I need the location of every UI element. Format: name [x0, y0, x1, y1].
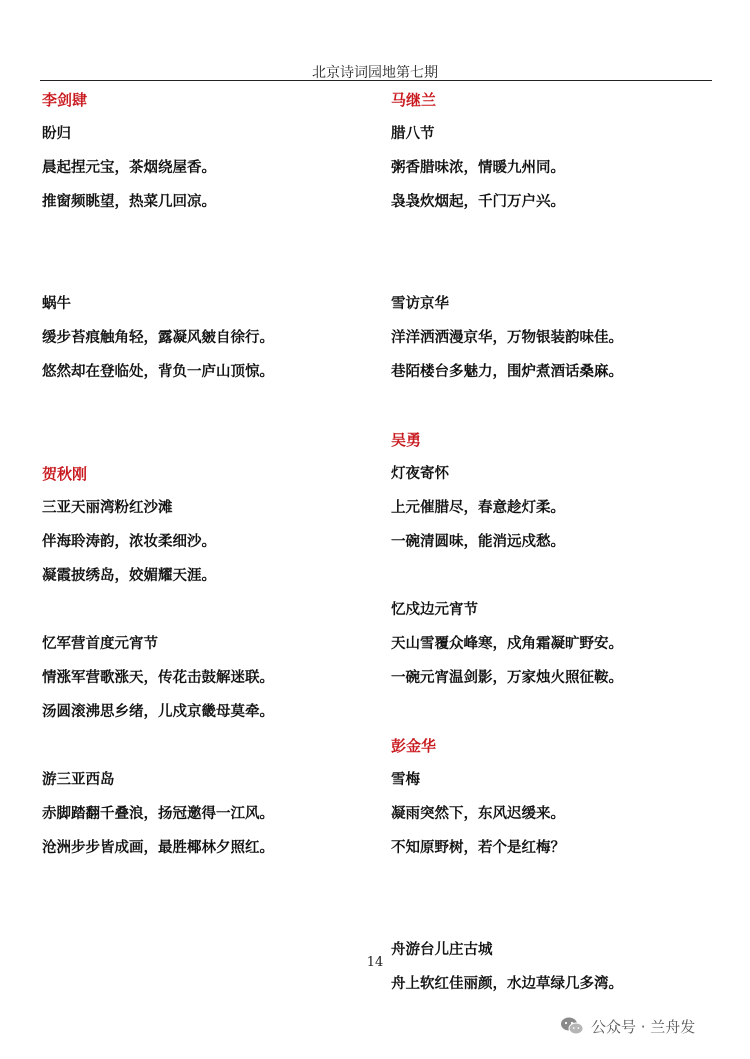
watermark — [560, 1012, 695, 1040]
poem-line: 巷陌楼台多魅力，围炉煮酒话桑麻。 — [391, 364, 623, 380]
header-divider — [40, 80, 712, 81]
poem-line: 不知原野树，若个是红梅？ — [391, 840, 565, 856]
spacer — [42, 599, 382, 633]
poem-line: 上元催腊尽，春意趁灯柔。 — [391, 500, 565, 516]
poem-line: 伴海聆涛韵，浓妆柔细沙。 — [42, 534, 216, 550]
page-number: 14 — [366, 955, 384, 970]
spacer — [391, 395, 731, 429]
spacer — [42, 225, 382, 259]
watermark-text: 公众号 · 兰舟发 — [591, 1017, 696, 1036]
right-column — [391, 89, 731, 1007]
poem-line: 袅袅炊烟起，千门万户兴。 — [391, 194, 565, 210]
spacer — [391, 259, 731, 293]
poem-line: 蜗牛 — [42, 296, 71, 312]
poem-line: 雪访京华 — [391, 296, 449, 312]
poem-line: 腊八节 — [391, 126, 435, 142]
poem-line: 舟游台儿庄古城 — [391, 942, 493, 958]
spacer — [42, 259, 382, 293]
poem-line: 一碗清圆味，能消远戍愁。 — [391, 534, 565, 550]
spacer — [391, 701, 731, 735]
spacer — [391, 225, 731, 259]
poem-line: 沧洲步步皆成画，最胜椰林夕照红。 — [42, 840, 274, 856]
poem-line: 凝雨突然下，东风迟缓来。 — [391, 806, 565, 822]
spacer — [42, 735, 382, 769]
poem-line: 情涨军营歌涨天，传花击鼓解迷联。 — [42, 670, 274, 686]
spacer — [42, 395, 382, 429]
page-header: 北京诗词园地第七期 — [312, 65, 438, 81]
poem-line: 雪梅 — [391, 772, 420, 788]
poem-line: 赤脚踏翻千叠浪，扬冠邀得一江风。 — [42, 806, 274, 822]
spacer — [42, 429, 382, 463]
author-name: 李剑肆 — [42, 91, 88, 109]
poem-line: 三亚天丽湾粉红沙滩 — [42, 500, 173, 516]
poem-line: 推窗频眺望，热菜几回凉。 — [42, 194, 216, 210]
poem-line: 忆军营首度元宵节 — [42, 636, 158, 652]
author-name: 吴勇 — [391, 431, 422, 449]
spacer — [391, 905, 731, 939]
spacer — [391, 871, 731, 905]
poem-line: 盼归 — [42, 126, 71, 142]
poem-line: 灯夜寄怀 — [391, 466, 449, 482]
left-column — [42, 89, 382, 871]
poem-line: 天山雪覆众峰寒，戍角霜凝旷野安。 — [391, 636, 623, 652]
poem-line: 洋洋洒洒漫京华，万物银装韵味佳。 — [391, 330, 623, 346]
poem-line: 悠然却在登临处，背负一庐山顶惊。 — [42, 364, 274, 380]
poem-line: 舟上软红佳丽颜，水边草绿几多湾。 — [391, 976, 623, 992]
poem-line: 一碗元宵温剑影，万家烛火照征鞍。 — [391, 670, 623, 686]
author-name: 贺秋刚 — [42, 465, 88, 483]
poem-line: 游三亚西岛 — [42, 772, 115, 788]
poem-line: 粥香腊味浓，情暖九州同。 — [391, 160, 565, 176]
wechat-icon — [560, 1016, 584, 1036]
spacer — [391, 565, 731, 599]
author-name: 马继兰 — [391, 91, 437, 109]
poem-line: 晨起捏元宝，茶烟绕屋香。 — [42, 160, 216, 176]
author-name: 彭金华 — [391, 737, 437, 755]
poem-line: 忆戍边元宵节 — [391, 602, 478, 618]
poem-line: 汤圆滚沸思乡绪，儿戍京畿母莫牵。 — [42, 704, 274, 720]
poem-line: 缓步苔痕触角轻，露凝风皴自徐行。 — [42, 330, 274, 346]
poem-line: 凝霞披绣岛，姣媚耀天涯。 — [42, 568, 216, 584]
